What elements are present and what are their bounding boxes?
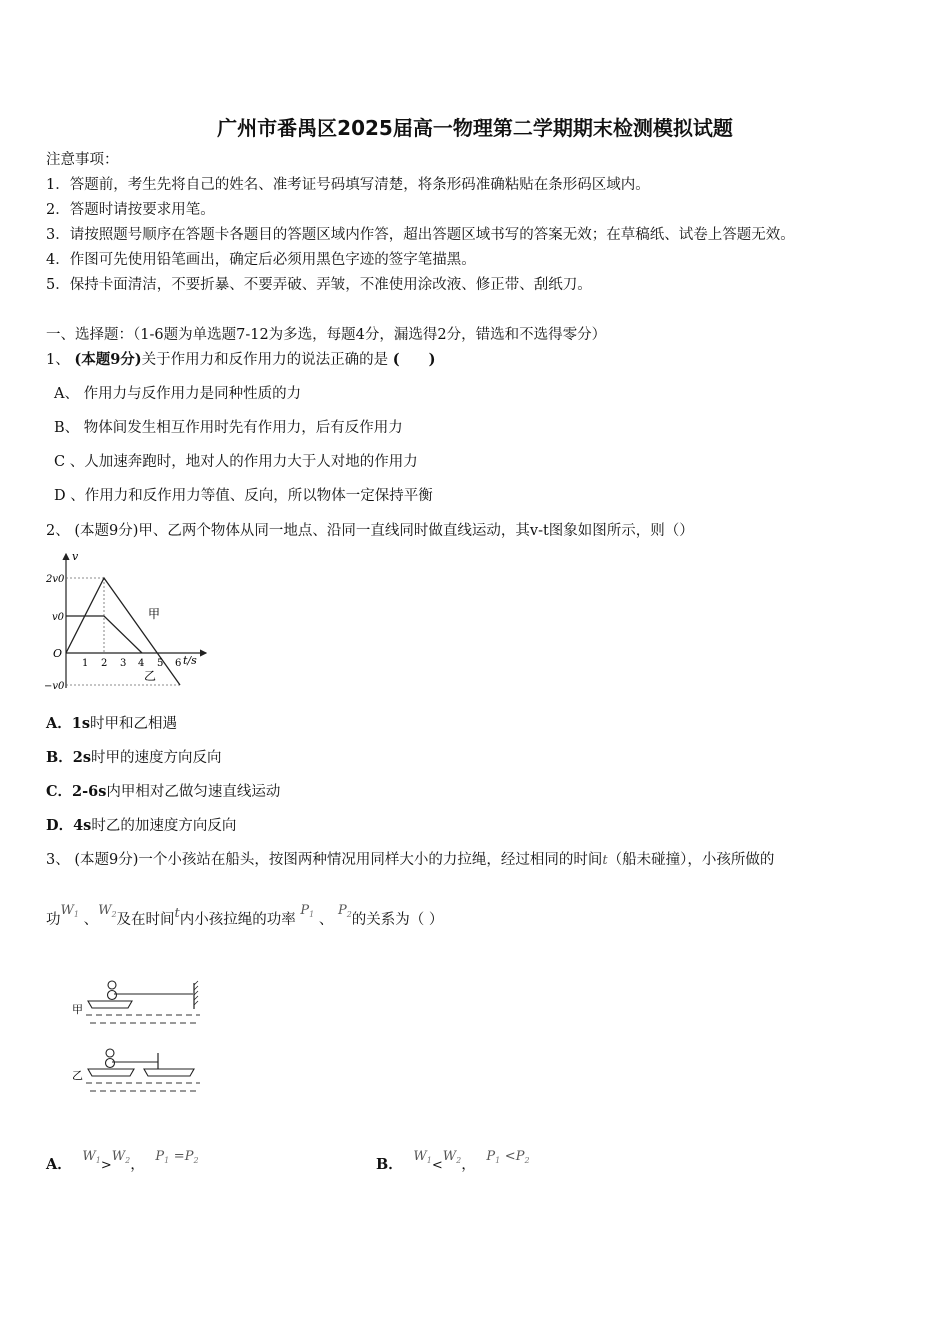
q2-option-c: C．2-6s内甲相对乙做匀速直线运动 [46,783,281,800]
question-2-stem: 2、 (本题9分)甲、乙两个物体从同一地点、沿同一直线同时做直线运动，其v-t图象如图所示，则（） [46,523,694,539]
q1-score: (本题9分) [74,351,142,368]
boat-jia [88,1001,132,1008]
q3-option-a: A． $W_1>W_2$， $P_1 =P_2$ [46,1149,199,1173]
y-tick-label: v0 [52,612,65,623]
x-axis-label: t/s [183,654,197,667]
q1-number: 1、 [46,352,70,368]
origin-label: O [53,647,63,660]
fig-label-yi: 乙 [72,1069,83,1082]
question-3-stem-line1: 3、 (本题9分)一个小孩站在船头，按图两种情况用同样大小的力拉绳，经过相同的时间t（船未碰撞），小孩所做的 [46,852,775,868]
q1-option-d: D 、作用力和反作用力等值、反向，所以物体一定保持平衡 [54,488,433,504]
question-3-stem-line2: 功$W_1$ 、$W_2$及在时间t内小孩拉绳的功率 $P_1$ 、 $P_2$的关系为（ ） [46,903,444,928]
vt-graph [44,548,214,693]
x-tick-label: 2 [101,658,108,669]
q1-option-a: A、 作用力与反作用力是同种性质的力 [54,386,302,402]
x-tick-label: 6 [175,658,182,669]
x-tick-label: 1 [82,658,89,669]
notice-item: 2．答题时请按要求用笔。 [46,202,215,218]
q1-option-c: C 、人加速奔跑时，地对人的作用力大于人对地的作用力 [54,454,418,470]
q2-option-b: B．2s时甲的速度方向反向 [46,749,222,766]
x-tick-label: 4 [138,658,145,669]
q2-option-d: D．4s时乙的加速度方向反向 [46,817,237,834]
section-heading: 一、选择题：（1-6题为单选题7-12为多选，每题4分，漏选得2分，错选和不选得零分） [46,327,607,343]
y-tick-label: −v0 [44,681,65,692]
boat-yi-2 [144,1069,194,1076]
notice-item: 1．答题前，考生先将自己的姓名、准考证号码填写清楚，将条形码准确粘贴在条形码区域内。 [46,177,650,193]
notice-item: 5．保持卡面清洁，不要折暴、不要弄破、弄皱，不准使用涂改液、修正带、刮纸刀。 [46,277,592,293]
q1-option-b: B、 物体间发生相互作用时先有作用力，后有反作用力 [54,420,403,436]
q2-option-a: A．1s时甲和乙相遇 [46,715,178,732]
y-tick-label: 2v0 [46,574,65,585]
q3-option-b: B． $W_1<W_2$， $P_1 <P_2$ [376,1149,530,1173]
x-tick-label: 5 [157,658,164,669]
page-title: 广州市番禺区2025届高一物理第二学期期末检测模拟试题 [217,116,733,140]
label-yi: 乙 [144,669,157,683]
child-jia [108,981,117,1000]
notice-heading: 注意事项： [46,152,119,168]
x-tick-label: 3 [120,658,127,669]
boat-figure [70,975,210,1100]
y-axis-label: v [72,550,79,563]
fig-label-jia: 甲 [72,1003,83,1016]
label-jia: 甲 [148,607,161,621]
notice-item: 3．请按照题号顺序在答题卡各题目的答题区域内作答，超出答题区域书写的答案无效；在草稿纸、试卷上答题无效。 [46,227,795,243]
question-1-stem [46,350,436,370]
q1-text: 关于作用力和反作用力的说法正确的是 [141,352,389,368]
child-yi [106,1049,115,1068]
boat-yi-1 [88,1069,134,1076]
notice-item: 4．作图可先使用铅笔画出，确定后必须用黑色字迹的签字笔描黑。 [46,252,476,268]
q1-answer-paren: ( ) [392,351,436,368]
